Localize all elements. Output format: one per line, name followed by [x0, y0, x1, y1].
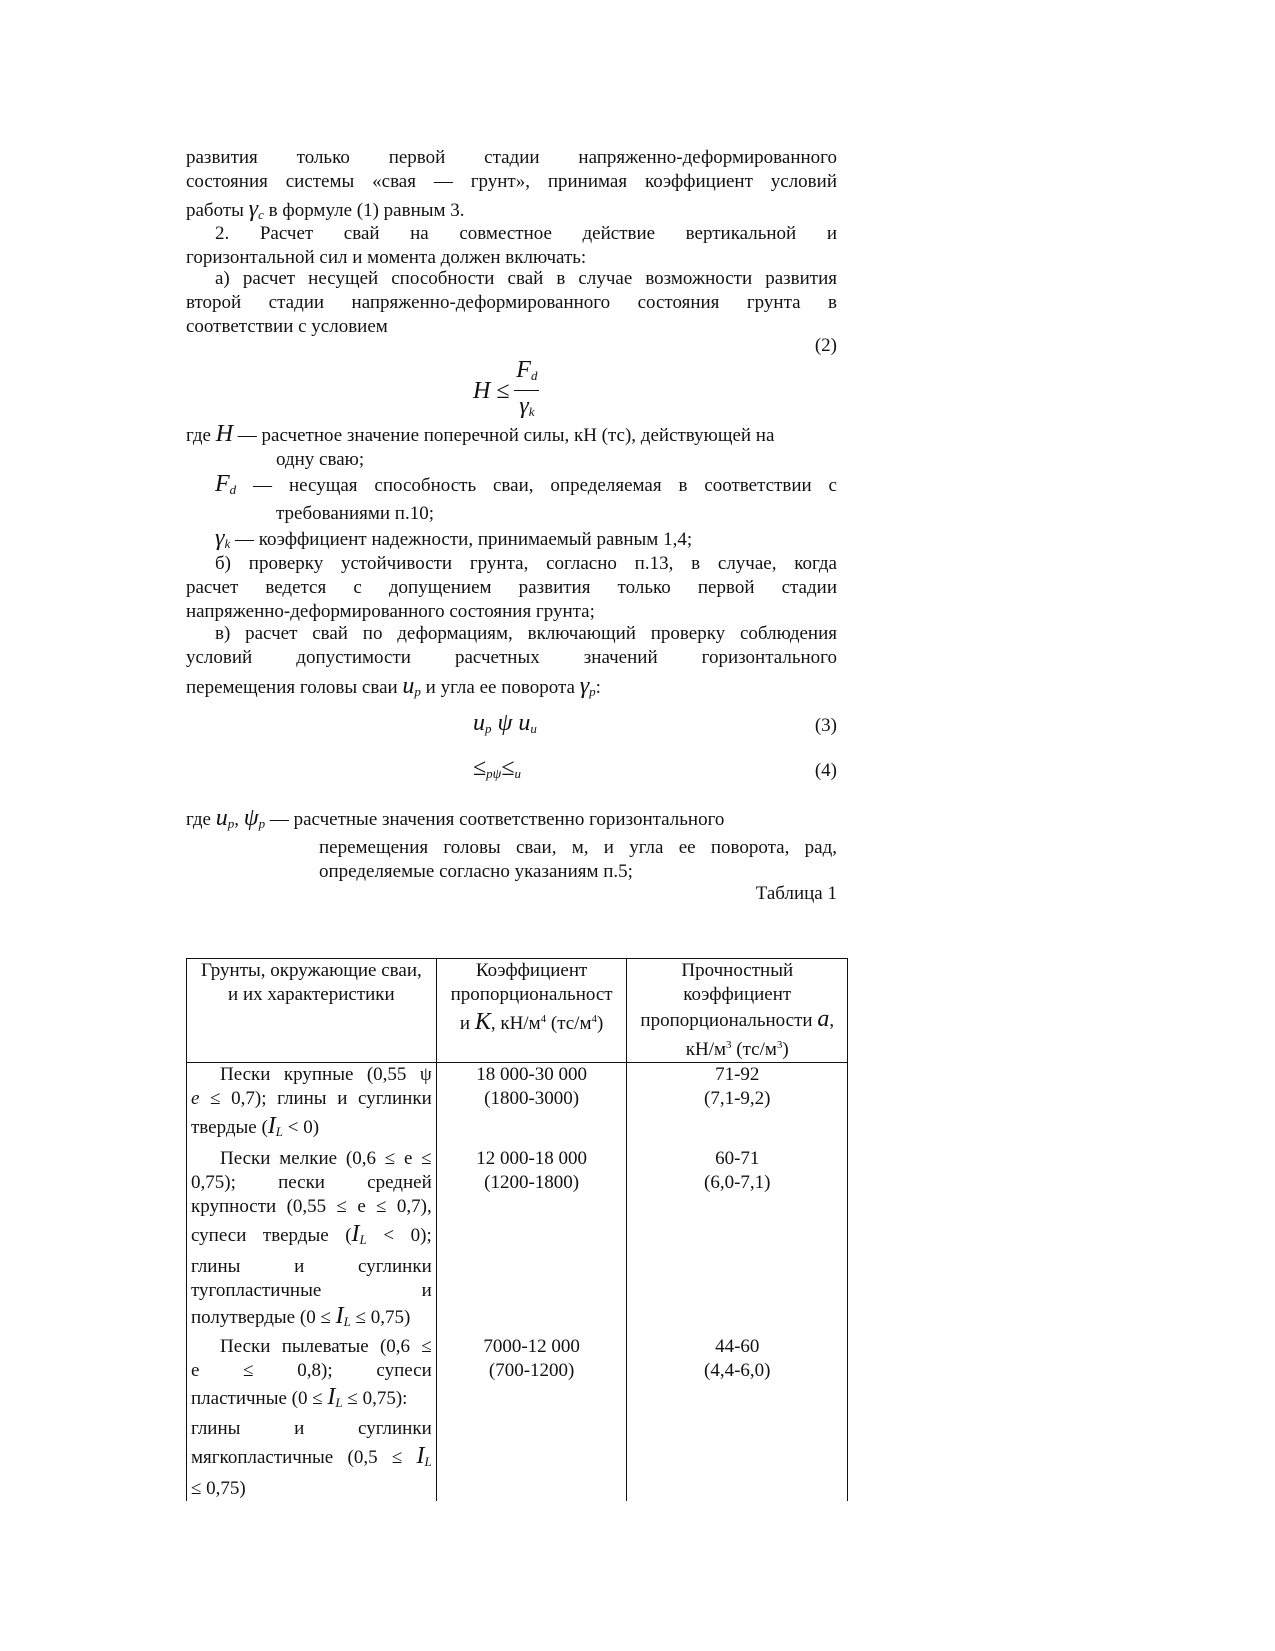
gamma-symbol: γ — [248, 196, 259, 222]
table-row — [187, 1335, 848, 1501]
definition-H: где H — расчетное значение поперечной силы, кН (тс), действующей на одну сваю; — [186, 421, 775, 470]
soil-cell: Пески пылеватые (0,6 ≤ e ≤ 0,8); супеси пластичные $(0 \le I_L \le 0,75)$: глины и суглинки мягкопластичные ($0,5 \le I_L$ ≤ 0,75) — [187, 1335, 437, 1501]
paragraph-2 — [186, 222, 837, 270]
text-line: а) расчет несущей способности свай в случае возможности развития — [215, 268, 837, 289]
formula-number-2: (2) — [814, 335, 837, 356]
soil-coefficients-table — [186, 958, 848, 1501]
definition-Fd: $F_d$ — несущая способность сваи, определяемая в соответствии с требованиями п.10; — [215, 471, 837, 524]
a-cell: 60-71 (6,0-7,1) — [627, 1147, 848, 1335]
k-cell: 18 000-30 000 (1800-3000) — [436, 1063, 627, 1148]
definition-up-psip: где $u_p$, $\psi_p$ — расчетные значения соответственно горизонтального перемещения головы сваи, м, и угла ее поворота, рад, определяемые согласно указаниям п.5; — [186, 805, 837, 882]
k-cell: 7000-12 000 (700-1200) — [436, 1335, 627, 1501]
k-cell: 12 000-18 000 (1200-1800) — [436, 1147, 627, 1335]
paragraph-v: в) расчет свай по деформациям, включающий проверку соблюдения условий допустимости расчетных значений горизонтального перемещения головы сваи $u_p$ и угла ее поворота $\gamma_p$: — [186, 623, 837, 699]
fraction: $\frac{F_d}{\gamma_k}$ — [516, 357, 538, 419]
a-cell: 71-92 (7,1-9,2) — [627, 1063, 848, 1148]
formula-number-4: (4) — [814, 760, 837, 781]
formula-2: H ≤ $\frac{F_d}{\gamma_k}$ — [473, 356, 673, 427]
soil-cell: Пески мелкие (0,6 ≤ e ≤ 0,75); пески средней крупности (0,55 ≤ e ≤ 0,7), супеси твердые $(I_L < 0)$; глины и суглинки тугопластичные и полутвердые $(0 \le I_L \le 0,75)$ — [187, 1147, 437, 1335]
header-a: Прочностный коэффициент пропорциональности a, $кН/м^3$ $(тс/м^3)$ — [627, 959, 848, 1063]
text-line: работы $\gamma_c$ в формуле (1) равным 3. — [186, 196, 465, 222]
header-k: Коэффициент пропорциональност и K, $кН/м^4$ $(тс/м^4)$ — [436, 959, 627, 1063]
text-line: развития только первой стадии напряженно-деформированного — [186, 147, 837, 168]
soil-cell: Пески крупные (0,55 ψ e ≤ 0,7); глины и суглинки твердые $(I_L < 0)$ — [187, 1063, 437, 1148]
text-line: 2. Расчет свай на совместное действие вертикальной и — [215, 223, 837, 244]
header-soils: Грунты, окружающие сваи, и их характеристики — [187, 959, 437, 1063]
table-caption: Таблица 1 — [755, 883, 837, 904]
text-line: состояния системы «свая — грунт», принимая коэффициент условий — [186, 171, 837, 192]
a-cell: 44-60 (4,4-6,0) — [627, 1335, 848, 1501]
formula-number-3: (3) — [814, 715, 837, 736]
table-row — [187, 1063, 848, 1148]
formula-4: $\le_{p\psi}\le_u$ — [473, 755, 522, 782]
text-line: соответствии с условием — [186, 316, 388, 337]
text-line: горизонтальной сил и момента должен включать: — [186, 247, 587, 268]
paragraph-b: б) проверку устойчивости грунта, согласно п.13, в случае, когда расчет ведется с допущением развития только первой стадии напряженно-деформированного состояния грунта; — [186, 553, 837, 622]
paragraph-continuation — [186, 146, 837, 230]
text-line: второй стадии напряженно-деформированного состояния грунта в — [186, 292, 837, 313]
definition-gamma-k: $\gamma_k$ — коэффициент надежности, принимаемый равным 1,4; — [215, 525, 693, 551]
paragraph-a — [186, 267, 837, 339]
table-header-row — [187, 959, 848, 1063]
formula-3: $u_p$ ψ $u_u$ — [473, 710, 537, 736]
table-row — [187, 1147, 848, 1335]
